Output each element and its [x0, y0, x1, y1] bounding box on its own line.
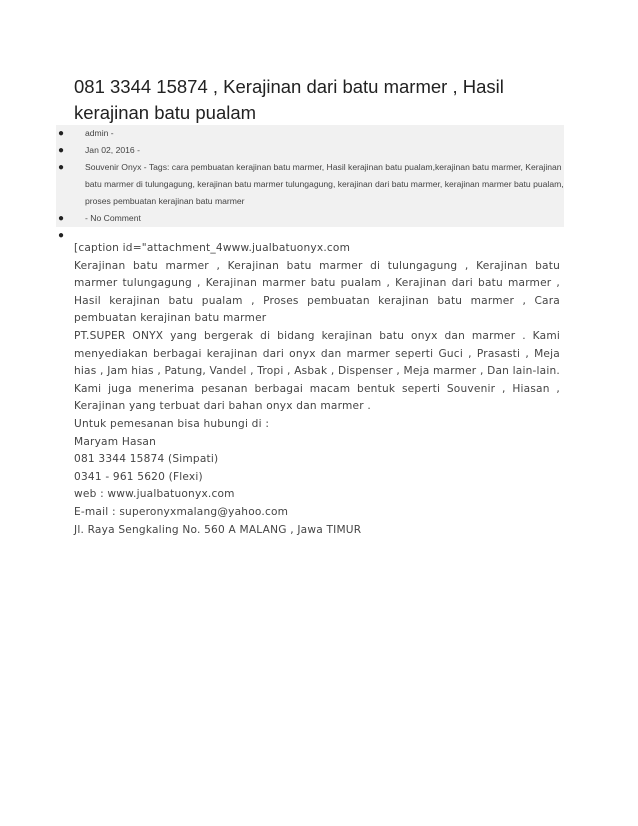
meta-tags-text[interactable]: Souvenir Onyx - Tags: cara pembuatan kerajinan batu marmer, Hasil kerajinan batu pualam,kerajinan batu marmer, Kerajinan batu marmer di tulungagung, kerajinan batu marmer tulungagung, kerajinan dari batu marmer, kerajinan marmer batu pualam, proses pembuatan kerajinan batu marmer [85, 162, 564, 206]
bullet-icon: ● [57, 230, 65, 241]
meta-author [56, 125, 564, 142]
tags-paragraph: Kerajinan batu marmer , Kerajinan batu marmer di tulungagung , Kerajinan batu marmer tulungagung , Kerajinan marmer batu pualam , Kerajinan dari batu marmer , Hasil kerajinan batu pualam , Proses pembuatan kerajinan batu marmer , Cara pembuatan kerajinan batu marmer [74, 259, 560, 325]
contact-intro: Untuk pemesanan bisa hubungi di : [74, 417, 270, 430]
post-meta-list [56, 125, 564, 241]
phone-flexi: 0341 - 961 5620 (Flexi) [74, 470, 203, 483]
post-title: 081 3344 15874 , Kerajinan dari batu marmer , Hasil kerajinan batu pualam [74, 76, 504, 123]
meta-author-text[interactable]: admin - [85, 128, 114, 138]
bullet-icon: ● [57, 145, 65, 156]
company-paragraph: PT.SUPER ONYX yang bergerak di bidang kerajinan batu onyx dan marmer . Kami menyediakan berbagai kerajinan dari onyx dan marmer seperti Guci , Prasasti , Meja hias , Jam hias , Patung, Vandel , Tropi , Asbak , Dispenser , Meja marmer , Dan lain-lain. Kami juga menerima pesanan berbagai macam bentuk seperti Souvenir , Hiasan , Kerajinan yang terbuat dari bahan onyx dan marmer . [74, 329, 560, 413]
bullet-icon: ● [57, 213, 65, 224]
contact-name: Maryam Hasan [74, 435, 157, 448]
meta-comments-link[interactable]: - No Comment [85, 213, 141, 223]
post-body [74, 240, 560, 539]
address-text: Jl. Raya Sengkaling No. 560 A MALANG , Jawa TIMUR [74, 523, 362, 536]
phone-simpati: 081 3344 15874 (Simpati) [74, 453, 219, 466]
website-link[interactable]: web : www.jualbatuonyx.com [74, 488, 235, 501]
caption-text: [caption id="attachment_4www.jualbatuonyx.com [74, 242, 351, 254]
email-link[interactable]: E-mail : superonyxmalang@yahoo.com [74, 505, 289, 518]
bullet-icon: ● [57, 128, 65, 139]
meta-tags [56, 159, 564, 210]
meta-date [56, 142, 564, 159]
bullet-icon: ● [57, 162, 65, 173]
meta-comments [56, 210, 564, 227]
meta-date-text: Jan 02, 2016 - [85, 145, 140, 155]
